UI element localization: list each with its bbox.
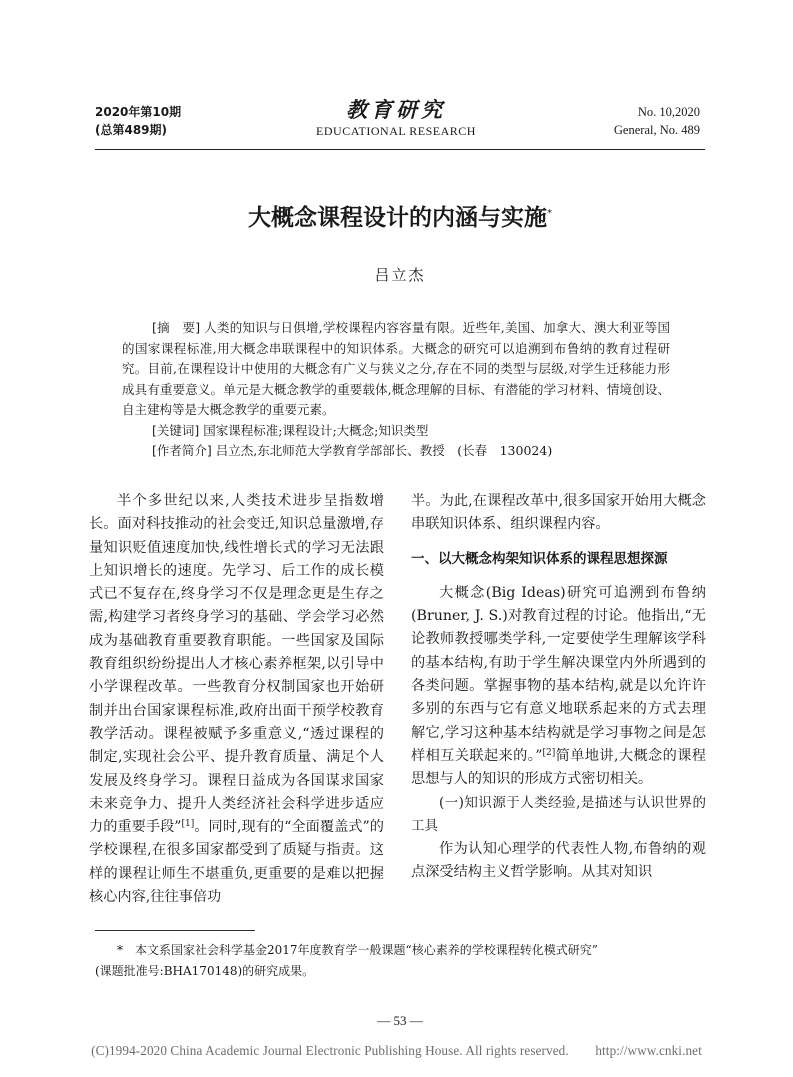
journal-english-name: EDUCATIONAL RESEARCH bbox=[316, 124, 476, 138]
article-title bbox=[95, 203, 705, 233]
issue-total: (总第489期) bbox=[95, 123, 168, 137]
issue-number-english: No. 10,2020 bbox=[637, 105, 700, 119]
issue-number: 2020年第10期 bbox=[95, 105, 182, 119]
author-info-text: 吕立杰,东北师范大学教育学部部长、教授 (长春 130024) bbox=[215, 443, 553, 458]
keywords-line bbox=[122, 421, 670, 442]
copyright-notice: (C)1994-2020 China Academic Journal Electronic Publishing House. All rights reserved. http://www.cnki.net bbox=[91, 1043, 702, 1058]
paragraph-text: 简单地讲,大概念的课程思想与人的知识的形成方式密切相关。 bbox=[411, 747, 706, 788]
subsection-heading: (一)知识源于人类经验,是描述与认识世界的工具 bbox=[411, 794, 706, 834]
keywords-tag: [关键词] bbox=[152, 422, 200, 438]
page-number: — 53 — bbox=[377, 1013, 423, 1028]
body-left-column bbox=[89, 490, 384, 909]
author-info-line bbox=[122, 441, 670, 462]
body-paragraph bbox=[411, 582, 706, 792]
footnote-text: 本文系国家社会科学基金2017年度教育学一般课题“核心素养的学校课程转化模式研究” bbox=[135, 943, 598, 957]
header-rule bbox=[95, 149, 705, 150]
paragraph-text: 大概念(Big Ideas)研究可追溯到布鲁纳(Bruner, J. S.)对教育过程的讨论。他指出,“无论教师教授哪类学科,一定要使学生理解该学科的基本结构,有助于学生解决课堂内外所遇到的各类问题。掌握事物的基本结构,就是以允许许多别的东西与它有意义地联系起来的方式去理解它,学习这种基本结构就是学习事物之间是怎样相互关联起来的。” bbox=[411, 584, 706, 764]
body-paragraph: 半。为此,在课程改革中,很多国家开始用大概念串联知识体系、组织课程内容。 bbox=[411, 493, 706, 533]
issue-info bbox=[95, 103, 235, 139]
abstract-text: 人类的知识与日俱增,学校课程内容容量有限。近些年,美国、加拿大、澳大利亚等国的国家课程标准,用大概念串联课程中的知识体系。大概念的研究可以追溯到布鲁纳的教育过程研究。目前,在课程设计中使用的大概念有广义与狭义之分,存在不同的类型与层级,对学生迁移能力形成具有重要意义。单元是大概念教学的重要载体,概念理解的目标、有潜能的学习材料、情境创设、自主建构等是大概念教学的重要元素。 bbox=[122, 320, 670, 417]
title-text: 大概念课程设计的内涵与实施 bbox=[248, 205, 547, 231]
citation-ref: [2] bbox=[542, 747, 556, 758]
title-footnote-mark: * bbox=[547, 208, 552, 219]
section-heading: 一、以大概念构架知识体系的课程思想探源 bbox=[411, 550, 668, 567]
journal-logo: 教育研究 bbox=[346, 97, 446, 122]
footnote-line bbox=[95, 940, 705, 961]
abstract-paragraph bbox=[122, 318, 670, 421]
paragraph-text: 半个多世纪以来,人类技术进步呈指数增长。面对科技推动的社会变迁,知识总量激增,存量知识贬值速度加快,线性增长式的学习无法跟上知识增长的速度。先学习、后工作的成长模式已不复存在,终身学习不仅是理念更是生存之需,构建学习者终身学习的基础、学会学习必然成为基础教育重要教育职能。一些国家及国际教育组织纷纷提出人才核心素养框架,以引导中小学课程改革。一些教育分权制国家也开始研制并出台国家课程标准,政府出面干预学校教育教学活动。课程被赋予多重意义,“透过课程的制定,实现社会公平、提升教育质量、满足个人发展及终身学习。课程日益成为各国谋求国家未来竞争力、提升人类经济社会科学进步适应力的重要手段” bbox=[89, 493, 384, 836]
author-info-tag: [作者简介] bbox=[152, 443, 212, 458]
paragraph-text: 。同时,现有的“全面覆盖式”的学校课程,在很多国家都受到了质疑与指责。这样的课程让师生不堪重负,更重要的是难以把握核心内容,往往事倍功 bbox=[89, 819, 384, 906]
issue-info-english bbox=[540, 103, 700, 139]
footnote-mark: * bbox=[117, 943, 123, 957]
body-paragraph: 作为认知心理学的代表性人物,布鲁纳的观点深受结构主义哲学影响。从其对知识 bbox=[411, 841, 706, 881]
issue-general-english: General, No. 489 bbox=[613, 123, 700, 137]
footnote-rule bbox=[95, 930, 255, 931]
abstract-block bbox=[122, 318, 670, 462]
footnote bbox=[95, 940, 705, 982]
article-author: 吕立杰 bbox=[374, 266, 426, 284]
footnote-line: (课题批准号:BHA170148)的研究成果。 bbox=[95, 964, 315, 978]
citation-ref: [1] bbox=[181, 819, 195, 830]
body-paragraph bbox=[89, 490, 384, 909]
abstract-tag: [摘 要] bbox=[152, 320, 201, 335]
keywords-text: 国家课程标准;课程设计;大概念;知识类型 bbox=[203, 422, 429, 438]
body-right-column bbox=[411, 490, 706, 885]
